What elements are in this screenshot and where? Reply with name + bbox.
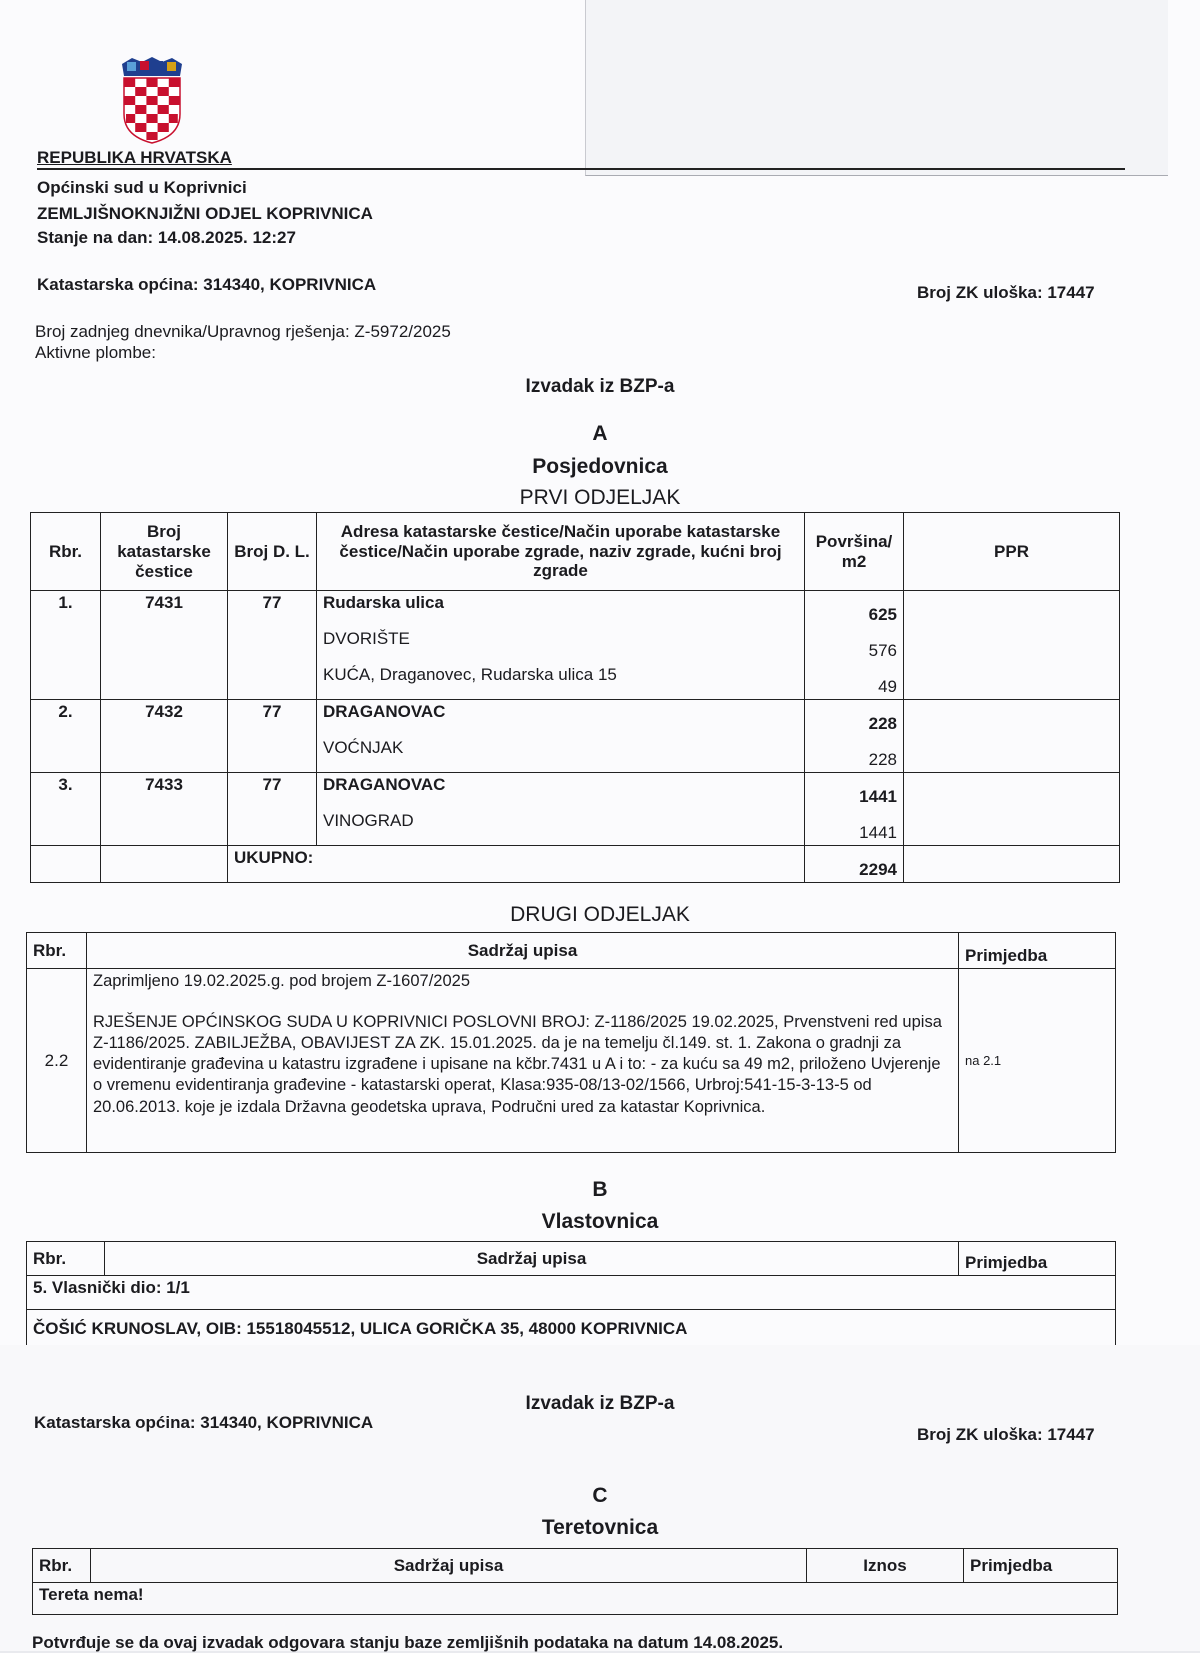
section-c-letter: C (592, 1484, 608, 1507)
b-owner: ČOŠIĆ KRUNOSLAV, OIB: 15518045512, ULICA GORIČKA 35, 48000 KOPRIVNICA (27, 1310, 1116, 1348)
row1-line2-text: DVORIŠTE (317, 627, 805, 663)
row2-line1-area: 228 (805, 700, 904, 737)
c-col-content: Sadržaj upisa (91, 1549, 807, 1583)
b-col-note: Primjedba (959, 1242, 1116, 1276)
total-value: 2294 (805, 846, 904, 883)
total-empty-3 (904, 846, 1120, 883)
row3-ppr (904, 773, 1120, 846)
row1-line3-text: KUĆA, Draganovec, Rudarska ulica 15 (317, 663, 805, 700)
col-header-rbr: Rbr. (31, 513, 101, 591)
c-col-rbr: Rbr. (33, 1549, 91, 1583)
section-b-title: Vlastovnica (541, 1210, 659, 1233)
row3-parcel: 7433 (101, 773, 228, 846)
row3-dl: 77 (228, 773, 317, 846)
part2-rbr: 2.2 (27, 969, 87, 1153)
part2-col-content: Sadržaj upisa (87, 933, 959, 969)
col-header-dl: Broj D. L. (228, 513, 317, 591)
department-name: ZEMLJIŠNOKNJIŽNI ODJEL KOPRIVNICA (37, 204, 373, 223)
section-b-letter: B (592, 1178, 608, 1201)
col-header-ppr: PPR (904, 513, 1120, 591)
total-empty-1 (31, 846, 101, 883)
zk-number: Broj ZK uloška: 17447 (917, 283, 1095, 302)
part2-received: Zaprimljeno 19.02.2025.g. pod brojem Z-1607/2025 (93, 972, 470, 990)
row1-rbr: 1. (31, 591, 101, 700)
part2-title: DRUGI ODJELJAK (510, 903, 690, 926)
b-share: 5. Vlasnički dio: 1/1 (27, 1276, 1116, 1310)
row2-rbr: 2. (31, 700, 101, 773)
section-b-table (26, 1241, 1116, 1348)
row1-parcel: 7431 (101, 591, 228, 700)
row1-line2-area: 576 (805, 627, 904, 663)
b-col-content: Sadržaj upisa (105, 1242, 959, 1276)
page2-zk-number: Broj ZK uloška: 17447 (917, 1425, 1095, 1444)
croatian-coat-of-arms-icon (118, 56, 186, 144)
row3-line1-area: 1441 (805, 773, 904, 810)
part2-content: RJEŠENJE OPĆINSKOG SUDA U KOPRIVNICI POSLOVNI BROJ: Z-1186/2025 19.02.2025, Prvenstveni red upisa Z-1186/2025. ZABILJEŽBA, OBAVIJEST ZA ZK. 15.01.2025. da je na temelju čl.149. st. 1. Zakona o gradnji za evidentiranje građevina u katastru izgrađene i upisane na kčbr.7431 u A i to: - za kuću sa 49 m2, priloženo Uvjerenje o vremenu evidentiranja građevine - katastarski operat, Klasa:935-08/13-02/1566, Urbroj:541-15-3-13-5 od 20.06.2013. koje je izdala Državna geodetska uprava, Područni ured za katastar Koprivnica. (93, 1013, 942, 1116)
c-entry: Tereta nema! (33, 1583, 1118, 1615)
page2-extract-title: Izvadak iz BZP-a (525, 1393, 675, 1414)
row2-parcel: 7432 (101, 700, 228, 773)
section-c-title: Teretovnica (541, 1516, 659, 1539)
part2-content-cell (87, 969, 959, 1153)
court-name: Općinski sud u Koprivnici (37, 178, 247, 197)
status-date: Stanje na dan: 14.08.2025. 12:27 (37, 228, 296, 247)
extract-title: Izvadak iz BZP-a (525, 376, 675, 397)
row3-line1-text: DRAGANOVAC (317, 773, 805, 810)
c-col-note: Primjedba (964, 1549, 1118, 1583)
row2-line1-text: DRAGANOVAC (317, 700, 805, 737)
row2-dl: 77 (228, 700, 317, 773)
row2-line2-text: VOĆNJAK (317, 736, 805, 773)
row3-line2-area: 1441 (805, 809, 904, 846)
row1-ppr (904, 591, 1120, 700)
row3-line2-text: VINOGRAD (317, 809, 805, 846)
section-c-table (32, 1548, 1118, 1615)
section-a-letter: A (592, 422, 608, 445)
row3-rbr: 3. (31, 773, 101, 846)
c-col-amount: Iznos (807, 1549, 964, 1583)
col-header-address: Adresa katastarske čestice/Način uporabe katastarske čestice/Način uporabe zgrade, naziv zgrade, kućni broj zgrade (317, 513, 805, 591)
part2-table (26, 932, 1116, 1153)
active-seals: Aktivne plombe: (35, 343, 156, 362)
part1-title: PRVI ODJELJAK (519, 486, 681, 509)
part2-col-note: Primjedba (959, 933, 1116, 969)
row1-dl: 77 (228, 591, 317, 700)
row1-line3-area: 49 (805, 663, 904, 700)
row1-line1-area: 625 (805, 591, 904, 628)
row2-line2-area: 228 (805, 736, 904, 773)
header-divider (37, 168, 1125, 170)
country-name: REPUBLIKA HRVATSKA (37, 148, 232, 167)
section-a-title: Posjedovnica (532, 455, 668, 478)
cadastral-municipality: Katastarska općina: 314340, KOPRIVNICA (37, 275, 377, 294)
row2-ppr (904, 700, 1120, 773)
part2-note: na 2.1 (959, 969, 1116, 1153)
total-empty-2 (101, 846, 228, 883)
overlapping-paper (585, 0, 1168, 176)
part2-col-rbr: Rbr. (27, 933, 87, 969)
row1-line1-text: Rudarska ulica (317, 591, 805, 628)
col-header-area: Površina/ m2 (805, 513, 904, 591)
total-label: UKUPNO: (228, 846, 805, 883)
part1-table (30, 512, 1120, 883)
last-journal: Broj zadnjeg dnevnika/Upravnog rješenja: Z-5972/2025 (35, 322, 451, 341)
col-header-parcel: Broj katastarske čestice (101, 513, 228, 591)
b-col-rbr: Rbr. (27, 1242, 105, 1276)
page2-cadastral-municipality: Katastarska općina: 314340, KOPRIVNICA (34, 1413, 374, 1432)
footer-confirmation: Potvrđuje se da ovaj izvadak odgovara stanju baze zemljišnih podataka na datum 14.08.2025. (32, 1633, 784, 1652)
